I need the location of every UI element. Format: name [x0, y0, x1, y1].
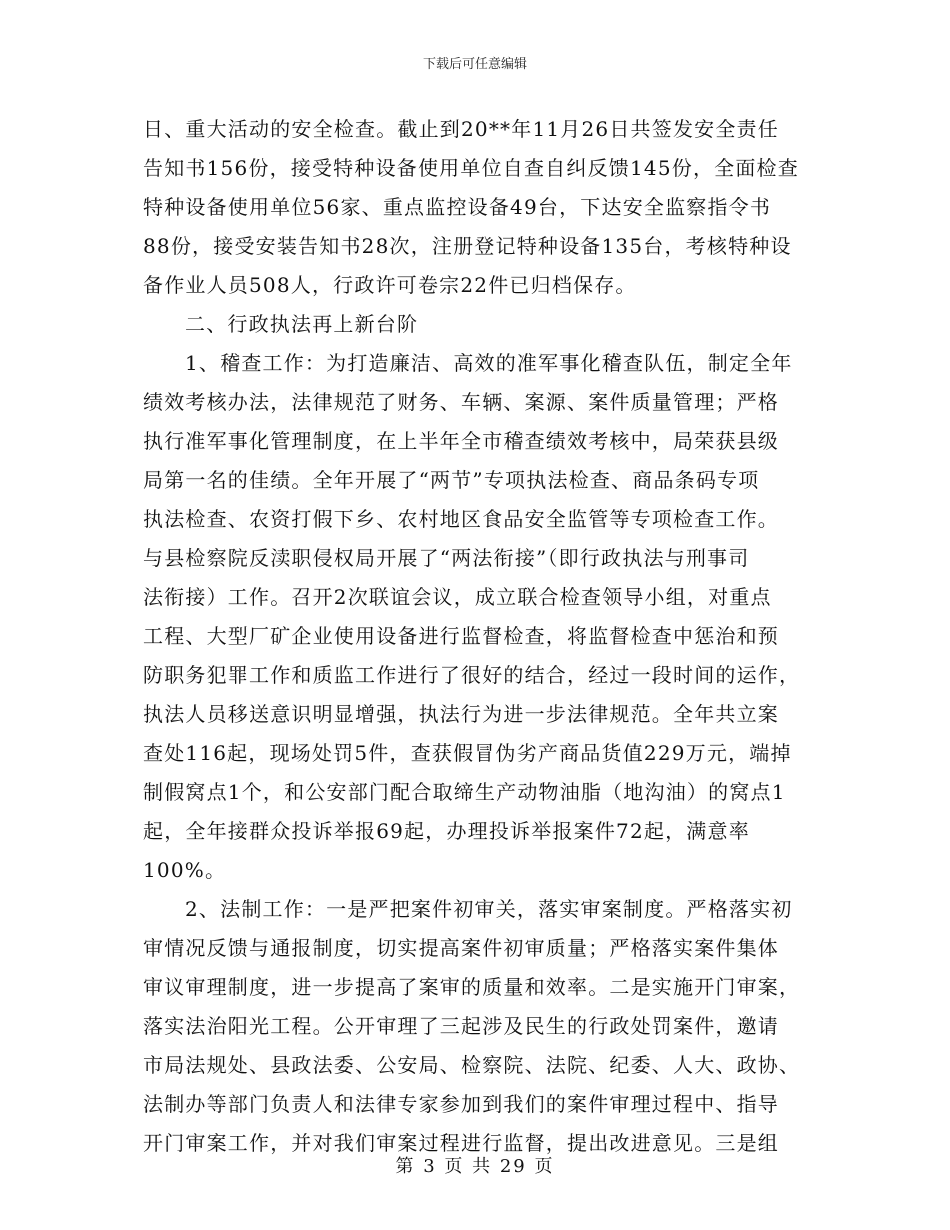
text-line: 执行准军事化管理制度，在上半年全市稽查绩效考核中，局荣获县级 [143, 429, 779, 453]
text-line: 100%。 [143, 858, 227, 882]
text-line: 起，全年接群众投诉举报69起，办理投诉举报案件72起，满意率 [143, 819, 750, 843]
page-number-footer: 第 3 页 共 29 页 [395, 1156, 555, 1177]
page-header-note: 下载后可任意编辑 [422, 57, 527, 72]
text-line: 执法检查、农资打假下乡、农村地区食品安全监管等专项检查工作。 [143, 507, 779, 531]
text-line: 局第一名的佳绩。全年开展了“两节”专项执法检查、商品条码专项 [143, 468, 760, 492]
text-line: 日、重大活动的安全检查。截止到20**年11月26日共签发安全责任 [143, 117, 779, 141]
text-line: 开门审案工作，并对我们审案过程进行监督，提出改进意见。三是组 [143, 1131, 779, 1155]
text-line: 告知书156份，接受特种设备使用单位自查自纠反馈145份，全面检查 [143, 156, 799, 180]
text-line: 执法人员移送意识明显增强，执法行为进一步法律规范。全年共立案 [143, 702, 779, 726]
text-line: 市局法规处、县政法委、公安局、检察院、法院、纪委、人大、政协、 [143, 1053, 801, 1077]
document-body [143, 110, 813, 1163]
section-heading: 二、行政执法再上新台阶 [185, 312, 419, 336]
text-line: 法制办等部门负责人和法律专家参加到我们的案件审理过程中、指导 [143, 1092, 779, 1116]
text-line: 制假窝点1个，和公安部门配合取缔生产动物油脂（地沟油）的窝点1 [143, 780, 786, 804]
text-line: 1、稽查工作：为打造廉洁、高效的准军事化稽查队伍，制定全年 [185, 351, 793, 375]
text-line: 法衔接）工作。召开2次联谊会议，成立联合检查领导小组，对重点 [143, 585, 772, 609]
text-line: 与县检察院反渎职侵权局开展了“两法衔接”（即行政执法与刑事司 [143, 546, 750, 570]
text-line: 防职务犯罪工作和质监工作进行了很好的结合，经过一段时间的运作， [143, 663, 801, 687]
text-line: 工程、大型厂矿企业使用设备进行监督检查，将监督检查中惩治和预 [143, 624, 779, 648]
text-line: 审议审理制度，进一步提高了案审的质量和效率。二是实施开门审案， [143, 975, 801, 999]
text-line: 绩效考核办法，法律规范了财务、车辆、案源、案件质量管理；严格 [143, 390, 779, 414]
text-line: 落实法治阳光工程。公开审理了三起涉及民生的行政处罚案件，邀请 [143, 1014, 779, 1038]
text-line: 88份，接受安装告知书28次，注册登记特种设备135台，考核特种设 [143, 234, 792, 258]
text-line: 备作业人员508人，行政许可卷宗22件已归档保存。 [143, 273, 637, 297]
text-line: 查处116起，现场处罚5件，查获假冒伪劣产商品货值229万元，端掉 [143, 741, 792, 765]
text-line: 2、法制工作：一是严把案件初审关，落实审案制度。严格落实初 [185, 897, 793, 921]
text-line: 特种设备使用单位56家、重点监控设备49台，下达安全监察指令书 [143, 195, 772, 219]
text-line: 审情况反馈与通报制度，切实提高案件初审质量；严格落实案件集体 [143, 936, 779, 960]
